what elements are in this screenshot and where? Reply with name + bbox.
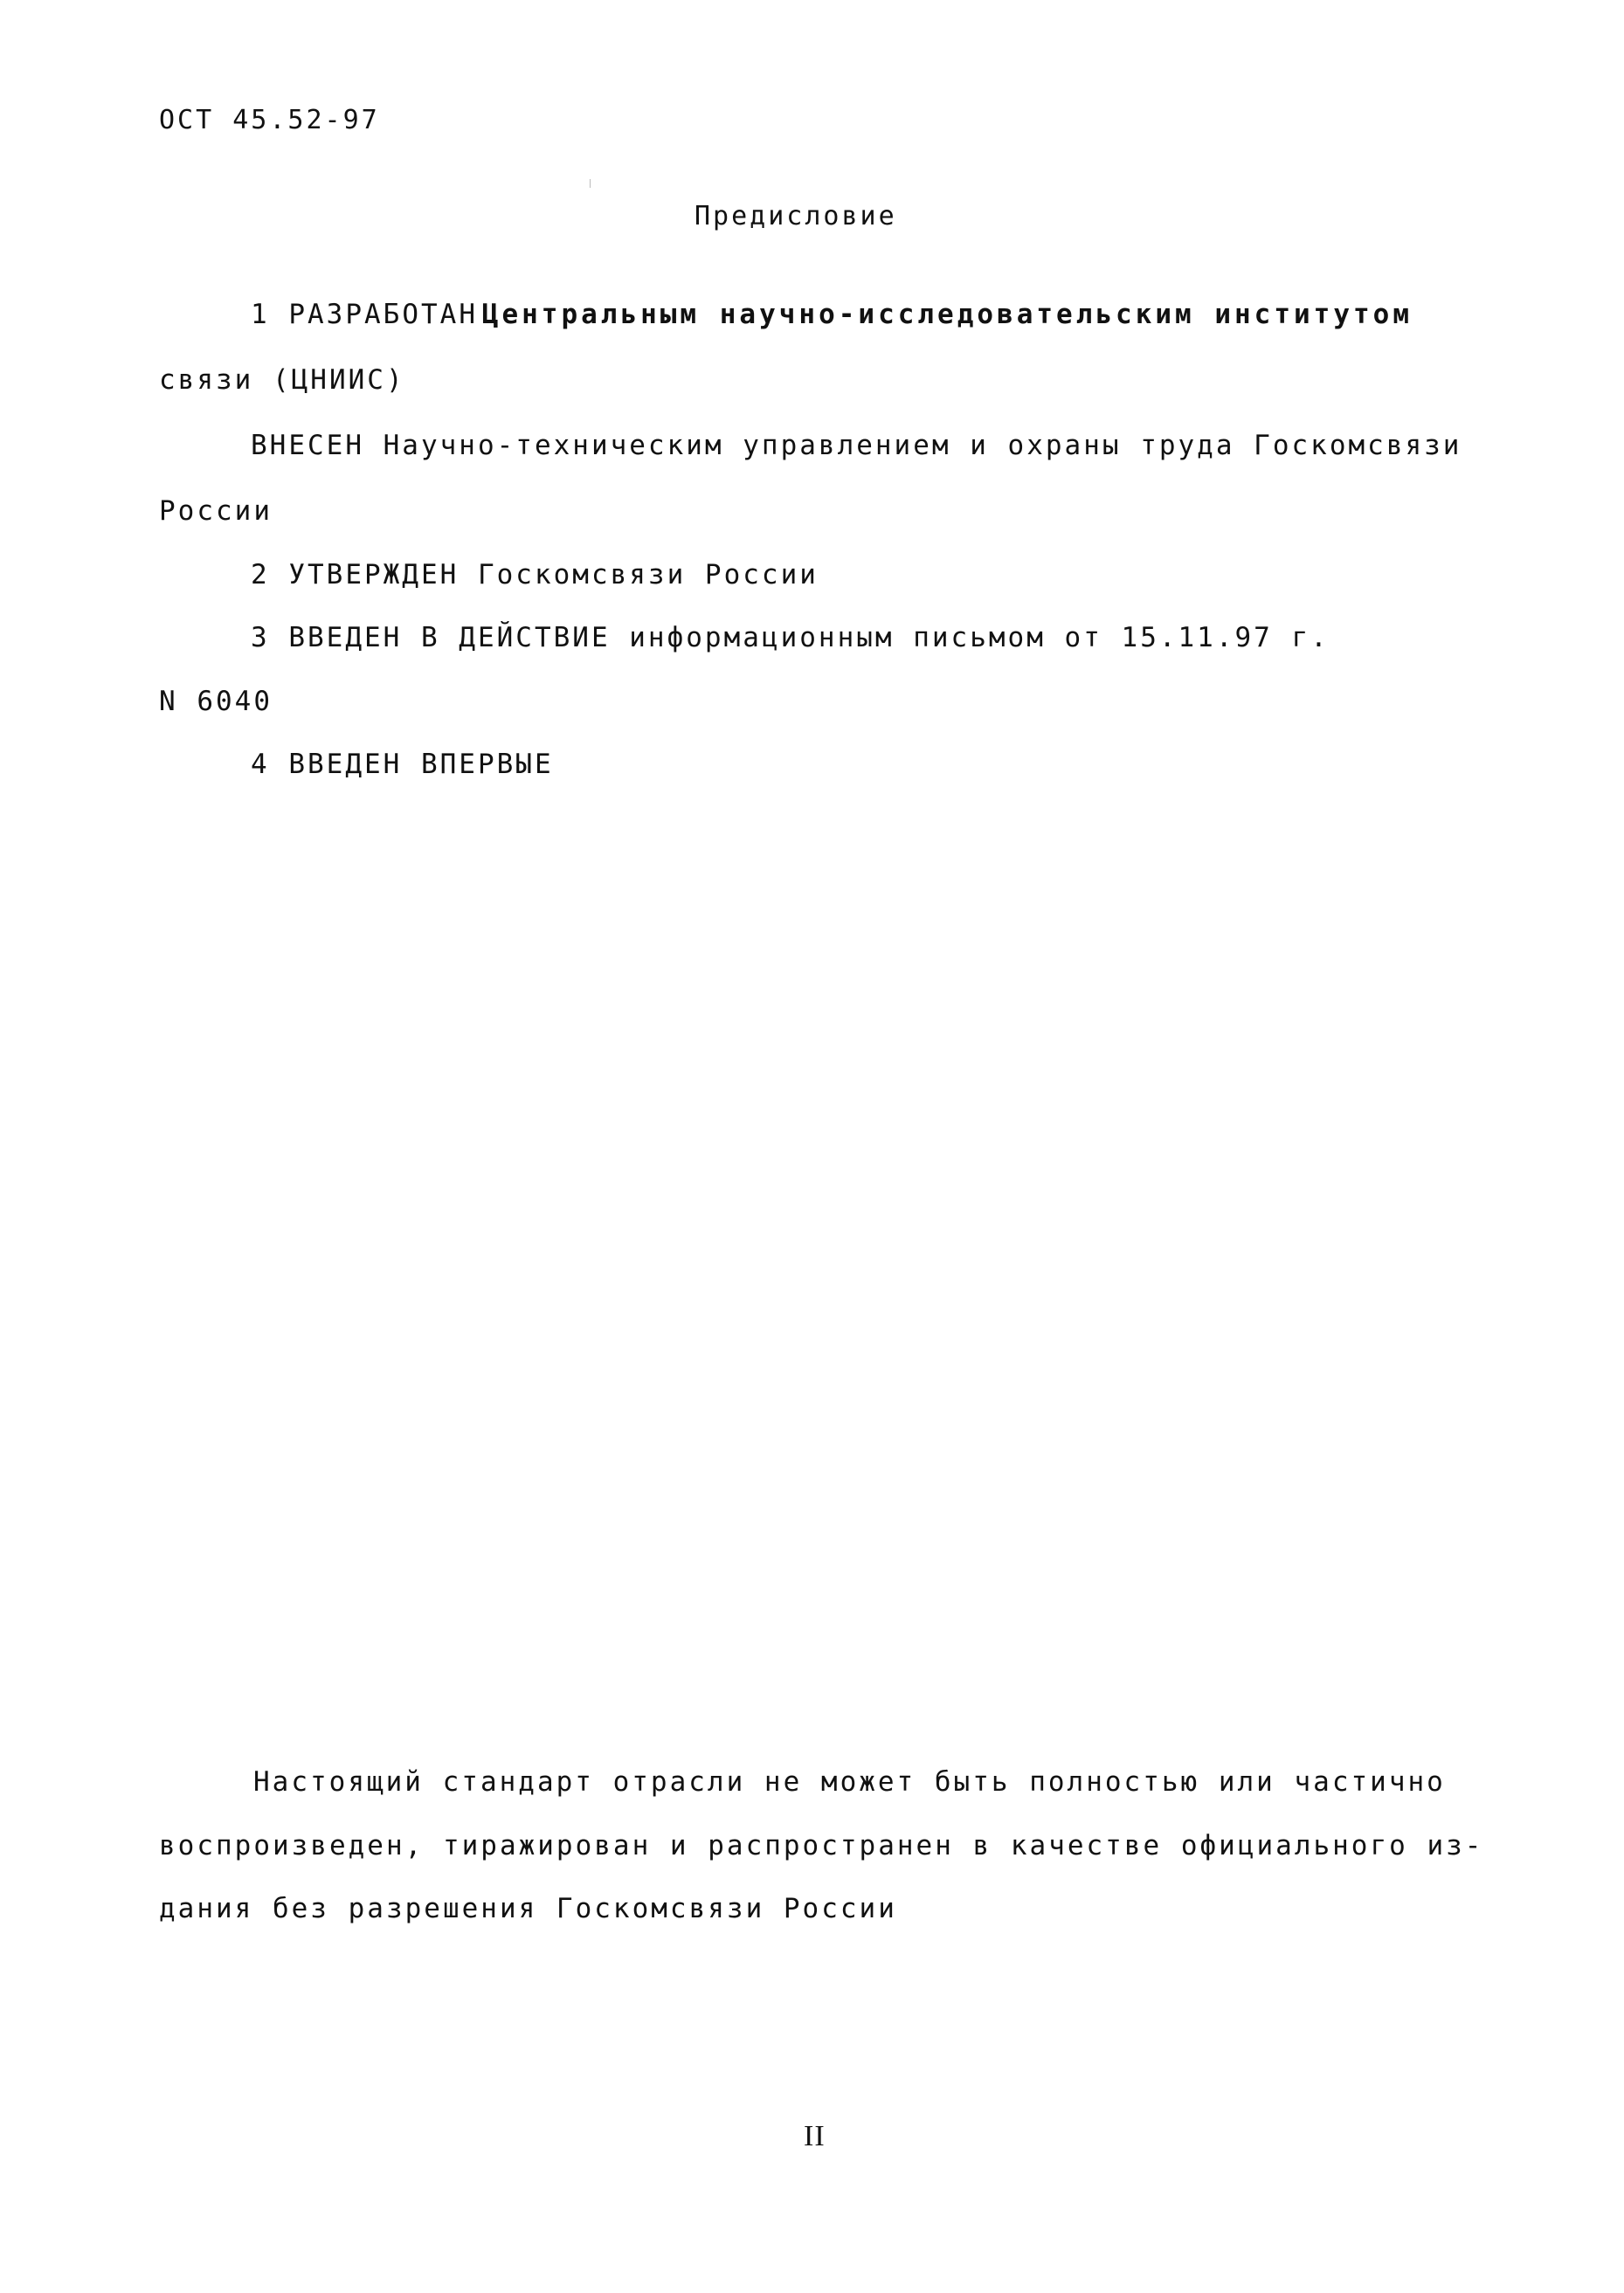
preface-item-1-lead: РАЗРАБОТАН — [288, 299, 478, 330]
document-code: ОСТ 45.52-97 — [159, 105, 380, 135]
preface-item-3-line-2: N 6040 — [159, 686, 273, 717]
preface-item-1-text — [251, 297, 478, 332]
scan-artifact — [590, 179, 591, 188]
notice-line-1: Настоящий стандарт отрасли не может быть полностью или частично — [253, 1766, 1446, 1798]
notice-line-3: дания без разрешения Госкомсвязи России — [159, 1893, 897, 1924]
preface-item-3-line-1: 3 ВВЕДЕН В ДЕЙСТВИЕ информационным письмом от 15.11.97 г. — [251, 622, 1330, 653]
preface-item-2: 2 УТВЕРЖДЕН Госкомсвязи России — [251, 559, 819, 591]
preface-title: Предисловие — [695, 201, 897, 231]
preface-introduced-line-1: ВНЕСЕН Научно-техническим управлением и охраны труда Госкомсвязи — [251, 430, 1462, 461]
preface-item-1-line-1 — [251, 297, 1413, 332]
preface-item-1-row — [251, 297, 1413, 332]
preface-item-1-number: 1 — [251, 299, 270, 330]
preface-item-1-line-2: связи (ЦНИИС) — [159, 364, 405, 396]
preface-item-4: 4 ВВЕДЕН ВПЕРВЫЕ — [251, 749, 554, 780]
page-number: II — [804, 2120, 826, 2152]
preface-introduced-line-2: России — [159, 495, 273, 527]
notice-line-2: воспроизведен, тиражирован и распространен в качестве официального из- — [159, 1830, 1484, 1861]
preface-item-1-org: Центральным научно-исследовательским институтом — [481, 299, 1413, 330]
